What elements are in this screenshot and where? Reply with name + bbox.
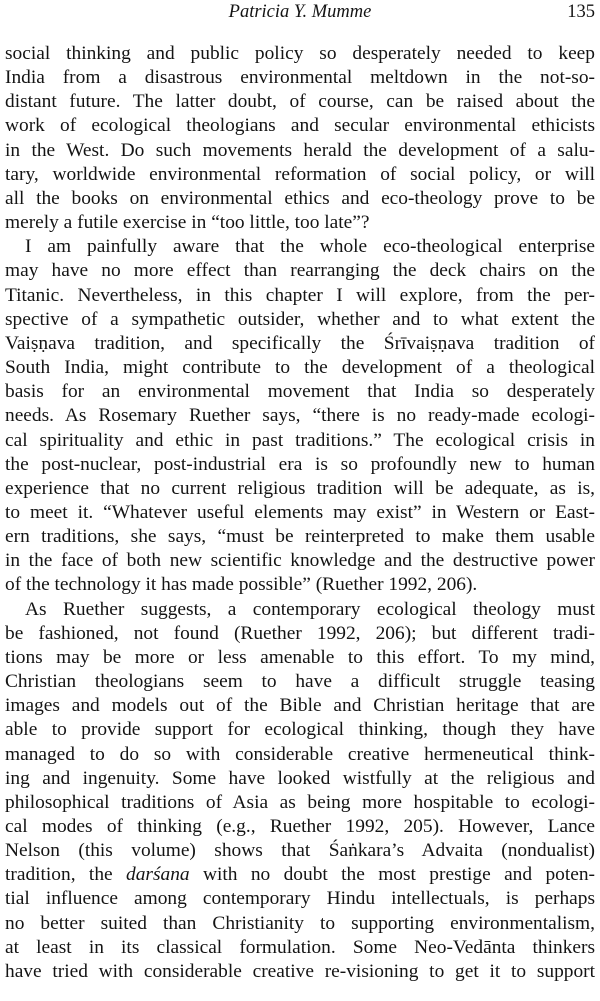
italic-term: darśana bbox=[126, 864, 190, 886]
body-text bbox=[5, 42, 595, 984]
text-line: Vaiṣṇava tradition, and specifically the Śrīvaiṣṇava tradition of bbox=[5, 332, 595, 354]
text-run: with no doubt the most prestige and poten- bbox=[202, 864, 595, 886]
text-line: the post-nuclear, post-industrial era is so profoundly new to human bbox=[5, 453, 595, 475]
text-line: ing and ingenuity. Some have looked wistfully at the religious and bbox=[5, 767, 595, 789]
text-line: at least in its classical formulation. Some Neo-Vedānta thinkers bbox=[5, 936, 595, 958]
text-line: merely a futile exercise in “too little, too late”? bbox=[5, 212, 370, 234]
text-line: As Ruether suggests, a contemporary ecological theology must bbox=[25, 598, 595, 620]
text-line: of the technology it has made possible” (Ruether 1992, 206). bbox=[5, 574, 478, 596]
text-line: Nelson (this volume) shows that Śaṅkara’s Advaita (nondualist) bbox=[5, 840, 595, 862]
text-line bbox=[5, 863, 595, 887]
running-head-author: Patricia Y. Mumme bbox=[228, 2, 372, 22]
text-line: have tried with considerable creative re-visioning to get it to support bbox=[5, 960, 595, 982]
book-page bbox=[5, 0, 595, 1001]
text-line: to meet it. “Whatever useful elements may exist” in Western or East- bbox=[5, 501, 595, 523]
text-line: basis for an environmental movement that India so desperately bbox=[5, 381, 595, 403]
text-line: images and models out of the Bible and Christian heritage that are bbox=[5, 695, 595, 717]
text-line: may have no more effect than rearranging the deck chairs on the bbox=[5, 260, 595, 282]
text-line: be fashioned, not found (Ruether 1992, 206); but different tradi- bbox=[5, 622, 595, 644]
paragraph-2 bbox=[5, 235, 595, 597]
text-run: tradition, the bbox=[5, 864, 113, 886]
text-line: distant future. The latter doubt, of course, can be raised about the bbox=[5, 91, 595, 113]
paragraph-3 bbox=[5, 598, 595, 985]
text-line: in the face of both new scientific knowledge and the destructive power bbox=[5, 550, 595, 572]
text-line: Titanic. Nevertheless, in this chapter I will explore, from the per- bbox=[5, 284, 595, 306]
text-line: South India, might contribute to the development of a theological bbox=[5, 357, 595, 379]
text-line: tial influence among contemporary Hindu intellectuals, is perhaps bbox=[5, 888, 595, 910]
text-line: able to provide support for ecological thinking, though they have bbox=[5, 719, 595, 741]
text-line: cal spirituality and ethic in past traditions.” The ecological crisis in bbox=[5, 429, 595, 451]
text-line: cal modes of thinking (e.g., Ruether 1992, 205). However, Lance bbox=[5, 816, 595, 837]
text-line: in the West. Do such movements herald the development of a salu- bbox=[5, 139, 595, 161]
text-line: philosophical traditions of Asia as being more hospitable to ecologi- bbox=[5, 791, 595, 813]
text-line: managed to do so with considerable creative hermeneutical think- bbox=[5, 743, 595, 765]
page-number: 135 bbox=[567, 2, 595, 22]
text-line: social thinking and public policy so desperately needed to keep bbox=[5, 43, 595, 64]
text-line: needs. As Rosemary Ruether says, “there is no ready-made ecologi- bbox=[5, 405, 595, 427]
paragraph-1 bbox=[5, 42, 595, 235]
text-line: tary, worldwide environmental reformation of social policy, or will bbox=[5, 163, 595, 185]
text-line: spective of a sympathetic outsider, whether and to what extent the bbox=[5, 308, 595, 330]
text-line: experience that no current religious tradition will be adequate, as is, bbox=[5, 477, 595, 499]
text-line: ern traditions, she says, “must be reinterpreted to make them usable bbox=[5, 526, 595, 548]
running-head bbox=[5, 0, 595, 24]
text-line: India from a disastrous environmental meltdown in the not-so- bbox=[5, 67, 595, 89]
text-line: work of ecological theologians and secular environmental ethicists bbox=[5, 115, 595, 137]
text-line: tions may be more or less amenable to this effort. To my mind, bbox=[5, 646, 595, 668]
text-line: all the books on environmental ethics and eco-theology prove to be bbox=[5, 187, 595, 209]
text-line: no better suited than Christianity to supporting environmentalism, bbox=[5, 912, 595, 934]
text-line: Christian theologians seem to have a difficult struggle teasing bbox=[5, 671, 595, 693]
text-line: I am painfully aware that the whole eco-theological enterprise bbox=[25, 236, 595, 258]
